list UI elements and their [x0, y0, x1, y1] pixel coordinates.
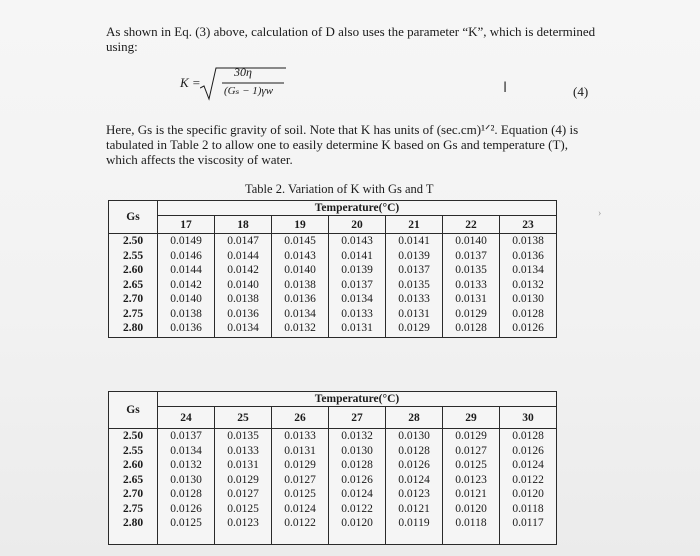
gs-value: 2.55 [122, 444, 144, 457]
k-column-28 [386, 429, 443, 545]
k-value: 0.0125 [170, 517, 202, 529]
k-value: 0.0128 [512, 430, 544, 442]
k-value: 0.0135 [455, 264, 487, 276]
k-value: 0.0131 [455, 293, 487, 305]
k-value: 0.0129 [455, 430, 487, 442]
gs-value: 2.80 [122, 517, 144, 529]
k-value: 0.0140 [227, 278, 259, 291]
k-value: 0.0143 [284, 249, 316, 262]
temp-18: 18 [215, 216, 272, 234]
gs-value: 2.65 [122, 278, 144, 291]
k-value: 0.0123 [227, 517, 259, 529]
k-value: 0.0135 [398, 278, 430, 291]
gs-value: 2.70 [122, 293, 144, 305]
k-value: 0.0145 [284, 235, 316, 247]
k-value: 0.0128 [341, 459, 373, 471]
k-value: 0.0131 [341, 322, 373, 334]
k-value: 0.0136 [170, 322, 202, 334]
k-value: 0.0141 [398, 235, 430, 247]
k-value: 0.0121 [455, 488, 487, 500]
k-value: 0.0133 [455, 278, 487, 291]
k-value: 0.0132 [170, 459, 202, 471]
k-value: 0.0126 [398, 459, 430, 471]
k-value: 0.0125 [227, 502, 259, 515]
k-column-24 [158, 429, 215, 545]
k-value: 0.0132 [341, 430, 373, 442]
k-column-17 [158, 234, 215, 338]
k-value: 0.0126 [512, 444, 544, 457]
k-value: 0.0129 [227, 473, 259, 486]
k-value: 0.0120 [455, 502, 487, 515]
k-value: 0.0123 [455, 473, 487, 486]
k-value: 0.0123 [398, 488, 430, 500]
temp-26: 26 [272, 407, 329, 429]
k-value: 0.0142 [170, 278, 202, 291]
k-column-21 [386, 234, 443, 338]
k-value: 0.0127 [227, 488, 259, 500]
temperature-row [109, 216, 557, 234]
gs-header: Gs [109, 201, 158, 234]
k-value: 0.0118 [512, 502, 544, 515]
k-column-25 [215, 429, 272, 545]
k-value: 0.0131 [398, 307, 430, 320]
k-value: 0.0135 [227, 430, 259, 442]
gs-column [109, 429, 158, 545]
k-value: 0.0139 [341, 264, 373, 276]
table-caption: Table 2. Variation of K with Gs and T [245, 182, 434, 196]
temperature-header: Temperature(°C) [158, 201, 557, 216]
k-value: 0.0119 [398, 517, 430, 529]
k-value: 0.0129 [284, 459, 316, 471]
k-column-26 [272, 429, 329, 545]
temp-19: 19 [272, 216, 329, 234]
k-value: 0.0141 [341, 249, 373, 262]
gs-value: 2.60 [122, 264, 144, 276]
k-value: 0.0127 [284, 473, 316, 486]
temperature-row [109, 407, 557, 429]
k-value: 0.0134 [284, 307, 316, 320]
k-value: 0.0149 [170, 235, 202, 247]
k-value: 0.0146 [170, 249, 202, 262]
k-value: 0.0131 [227, 459, 259, 471]
k-value: 0.0139 [398, 249, 430, 262]
temp-27: 27 [329, 407, 386, 429]
k-value: 0.0144 [227, 249, 259, 262]
k-value: 0.0133 [398, 293, 430, 305]
temp-21: 21 [386, 216, 443, 234]
gs-column [109, 234, 158, 338]
k-column-19 [272, 234, 329, 338]
paragraph-description: Here, Gs is the specific gravity of soil. Note that K has units of (sec.cm)¹ᐟ². Equation (4) is tabulated in Table 2 to allow one to easily determine K based on Gs and temperature (T), which affects the viscosity of water. [106, 122, 579, 167]
temp-30: 30 [500, 407, 557, 429]
gs-header: Gs [109, 392, 158, 429]
k-value: 0.0143 [341, 235, 373, 247]
k-value: 0.0134 [227, 322, 259, 334]
k-value: 0.0137 [398, 264, 430, 276]
k-value: 0.0129 [398, 322, 430, 334]
k-value: 0.0140 [170, 293, 202, 305]
temp-25: 25 [215, 407, 272, 429]
k-value: 0.0130 [398, 430, 430, 442]
k-column-23 [500, 234, 557, 338]
k-column-27 [329, 429, 386, 545]
k-value: 0.0138 [512, 235, 544, 247]
k-value: 0.0136 [284, 293, 316, 305]
k-value: 0.0120 [341, 517, 373, 529]
k-value: 0.0136 [227, 307, 259, 320]
k-value: 0.0124 [284, 502, 316, 515]
temp-20: 20 [329, 216, 386, 234]
k-column-20 [329, 234, 386, 338]
k-value: 0.0137 [455, 249, 487, 262]
k-value: 0.0126 [341, 473, 373, 486]
k-value: 0.0138 [227, 293, 259, 305]
k-value: 0.0134 [170, 444, 202, 457]
k-value: 0.0117 [512, 517, 544, 529]
k-value: 0.0124 [512, 459, 544, 471]
k-value: 0.0130 [341, 444, 373, 457]
k-value: 0.0138 [170, 307, 202, 320]
k-table-24-30 [108, 391, 557, 545]
temp-29: 29 [443, 407, 500, 429]
k-value: 0.0133 [227, 444, 259, 457]
temp-17: 17 [158, 216, 215, 234]
k-value: 0.0118 [455, 517, 487, 529]
k-column-30 [500, 429, 557, 545]
k-value: 0.0125 [284, 488, 316, 500]
k-value: 0.0122 [512, 473, 544, 486]
gs-value: 2.50 [122, 235, 144, 247]
equation-numerator: 30η [234, 65, 252, 79]
k-value: 0.0137 [170, 430, 202, 442]
temperature-header: Temperature(°C) [158, 392, 557, 407]
temp-23: 23 [500, 216, 557, 234]
k-value: 0.0130 [512, 293, 544, 305]
k-value: 0.0128 [398, 444, 430, 457]
k-value: 0.0136 [512, 249, 544, 262]
k-value: 0.0122 [341, 502, 373, 515]
k-value: 0.0133 [284, 430, 316, 442]
gs-value: 2.80 [122, 322, 144, 334]
k-value: 0.0127 [455, 444, 487, 457]
k-value: 0.0134 [512, 264, 544, 276]
k-table-17-23 [108, 200, 557, 338]
temp-28: 28 [386, 407, 443, 429]
equation-lhs: K = [180, 75, 201, 90]
k-column-22 [443, 234, 500, 338]
k-value: 0.0133 [341, 307, 373, 320]
k-value: 0.0142 [227, 264, 259, 276]
k-value: 0.0125 [455, 459, 487, 471]
k-value: 0.0120 [512, 488, 544, 500]
k-value: 0.0140 [284, 264, 316, 276]
k-value: 0.0137 [341, 278, 373, 291]
equation-denominator: (Gₛ − 1)γw [224, 85, 274, 97]
k-value: 0.0132 [512, 278, 544, 291]
k-value: 0.0147 [227, 235, 259, 247]
k-value: 0.0144 [170, 264, 202, 276]
k-value: 0.0132 [284, 322, 316, 334]
gs-value: 2.75 [122, 502, 144, 515]
k-value: 0.0129 [455, 307, 487, 320]
k-value: 0.0121 [398, 502, 430, 515]
k-value: 0.0140 [455, 235, 487, 247]
equation-number: (4) [573, 84, 589, 99]
k-value: 0.0124 [341, 488, 373, 500]
k-column-18 [215, 234, 272, 338]
k-value: 0.0134 [341, 293, 373, 305]
temp-22: 22 [443, 216, 500, 234]
k-value: 0.0128 [455, 322, 487, 334]
gs-value: 2.75 [122, 307, 144, 320]
paragraph-intro: As shown in Eq. (3) above, calculation of D also uses the parameter “K”, which is determined using: [106, 24, 596, 54]
k-value: 0.0131 [284, 444, 316, 457]
k-value: 0.0128 [170, 488, 202, 500]
scratch-mark: › [598, 208, 602, 219]
gs-value: 2.55 [122, 249, 144, 262]
k-value: 0.0126 [170, 502, 202, 515]
k-column-29 [443, 429, 500, 545]
k-value: 0.0138 [284, 278, 316, 291]
k-value: 0.0130 [170, 473, 202, 486]
k-value: 0.0128 [512, 307, 544, 320]
text-cursor-icon: I [503, 80, 508, 96]
k-value: 0.0124 [398, 473, 430, 486]
gs-value: 2.70 [122, 488, 144, 500]
k-value: 0.0122 [284, 517, 316, 529]
gs-value: 2.60 [122, 459, 144, 471]
k-value: 0.0126 [512, 322, 544, 334]
gs-value: 2.50 [122, 430, 144, 442]
gs-value: 2.65 [122, 473, 144, 486]
temp-24: 24 [158, 407, 215, 429]
